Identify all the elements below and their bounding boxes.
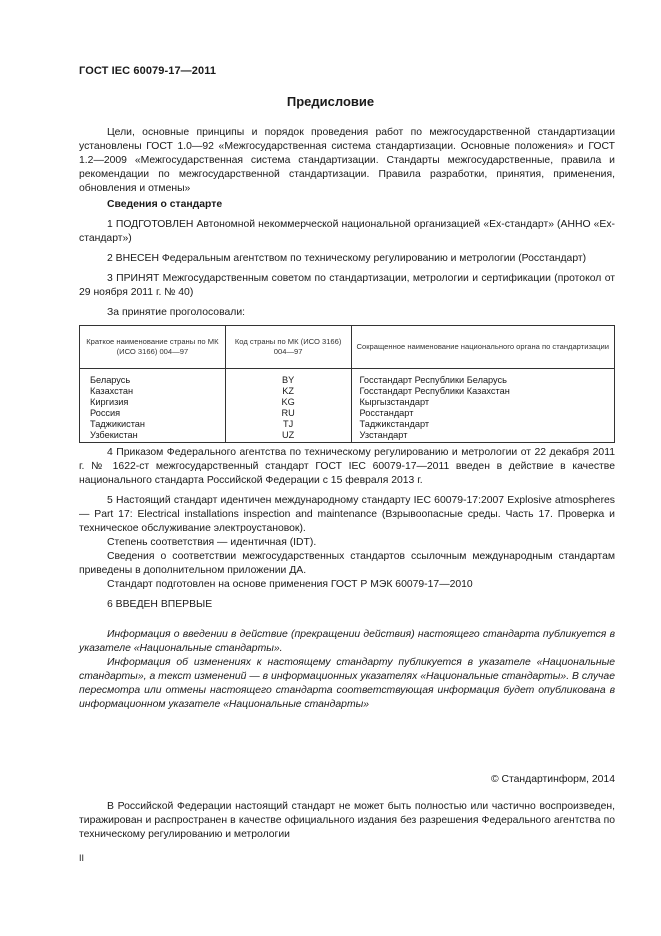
cell-country: Киргизия — [80, 397, 226, 408]
cell-org: Госстандарт Республики Казахстан — [351, 386, 614, 397]
item-5-basis: Стандарт подготовлен на основе применения ГОСТ Р МЭК 60079-17—2010 — [107, 579, 473, 590]
table-row — [80, 386, 615, 397]
cell-org: Госстандарт Республики Беларусь — [351, 369, 614, 387]
cell-code: UZ — [225, 430, 351, 443]
item-2: 2 ВНЕСЕН Федеральным агентством по техническому регулированию и метрологии (Росстандарт) — [107, 253, 587, 264]
reproduction-notice — [79, 800, 615, 842]
cell-country: Узбекистан — [80, 430, 226, 443]
cell-code: BY — [225, 369, 351, 387]
items-block-2 — [79, 446, 615, 612]
voting-table-wrap — [79, 325, 615, 443]
cell-org: Таджикстандарт — [351, 419, 614, 430]
table-row — [80, 397, 615, 408]
cell-code: RU — [225, 408, 351, 419]
page-number: II — [79, 853, 85, 863]
cell-org: Узстандарт — [351, 430, 614, 443]
table-row — [80, 369, 615, 387]
voting-table — [79, 325, 615, 443]
cell-code: TJ — [225, 419, 351, 430]
item-5-refs: Сведения о соответствии межгосударственных стандартов ссылочным международным стандартам приведены в дополнительном приложении ДА. — [79, 551, 615, 576]
header-org: Сокращенное наименование национального органа по стандартизации — [351, 326, 614, 369]
cell-country: Россия — [80, 408, 226, 419]
page-title: Предисловие — [286, 94, 375, 109]
cell-org: Росстандарт — [351, 408, 614, 419]
intro-paragraph: Цели, основные принципы и порядок проведения работ по межгосударственной стандартизации установлены ГОСТ 1.0—92 «Межгосударственная система стандартизации. Основные положения» и ГОСТ 1.2—2009 «Межгосударственная система стандартизации. Стандарты межгосударственные, правила и рекомендации по межгосударственной стандартизации. Правила разработки, принятия, применения, обновления и отмены» — [79, 127, 615, 194]
items-block — [79, 218, 615, 320]
vote-intro: За принятие проголосовали: — [107, 307, 246, 318]
table-row — [80, 408, 615, 419]
info-paragraph-2: Информация об изменениях к настоящему стандарту публикуется в указателе «Национальные стандарты», а текст изменений — в информационных указателях «Национальные стандарты». В случае пересмотра или отмены настоящего стандарта соответствующая информация будет опубликована в информационном указателе «Национальные стандарты» — [79, 657, 615, 710]
cell-country: Казахстан — [80, 386, 226, 397]
copyright: © Стандартинформ, 2014 — [490, 774, 615, 785]
document-id: ГОСТ IEC 60079-17—2011 — [79, 65, 217, 77]
item-1: 1 ПОДГОТОВЛЕН Автономной некоммерческой национальной организацией «Ех-стандарт» (АННО «Ех-стандарт») — [79, 219, 615, 244]
cell-org: Кыргызстандарт — [351, 397, 614, 408]
item-3: 3 ПРИНЯТ Межгосударственным советом по стандартизации, метрологии и сертификации (протокол от 29 ноября 2011 г. № 40) — [79, 273, 615, 298]
item-5: 5 Настоящий стандарт идентичен международному стандарту IEC 60079-17:2007 Explosive atmospheres — Part 17: Electrical installations inspection and maintenance (Взрывоопасные среды. Часть 17. Проверка и техническое обслуживание электроустановок). — [79, 495, 615, 534]
table-row — [80, 419, 615, 430]
header-code: Код страны по МК (ИСО 3166) 004—97 — [225, 326, 351, 369]
cell-code: KG — [225, 397, 351, 408]
intro-block — [79, 126, 615, 196]
item-4: 4 Приказом Федерального агентства по техническому регулированию и метрологии от 22 декабря 2011 г. № 1622-ст межгосударственный стандарт ГОСТ IEC 60079-17—2011 введен в действие в качестве национального стандарта Российской Федерации с 15 февраля 2013 г. — [79, 447, 615, 486]
cell-country: Беларусь — [80, 369, 226, 387]
cell-code: KZ — [225, 386, 351, 397]
notice-paragraph: В Российской Федерации настоящий стандарт не может быть полностью или частично воспроизведен, тиражирован и распространен в качестве официального издания без разрешения Федерального агентства по техническому регулированию и метрологии — [79, 801, 615, 840]
info-paragraph-1: Информация о введении в действие (прекращении действия) настоящего стандарта публикуется в указателе «Национальные стандарты». — [79, 629, 615, 654]
table-header-row — [80, 326, 615, 369]
cell-country: Таджикистан — [80, 419, 226, 430]
header-country: Краткое наименование страны по МК (ИСО 3166) 004—97 — [80, 326, 226, 369]
table-row — [80, 430, 615, 443]
section-title: Сведения о стандарте — [107, 199, 223, 210]
item-5-degree: Степень соответствия — идентичная (IDT). — [107, 537, 317, 548]
item-6: 6 ВВЕДЕН ВПЕРВЫЕ — [107, 599, 213, 610]
info-block — [79, 628, 615, 712]
